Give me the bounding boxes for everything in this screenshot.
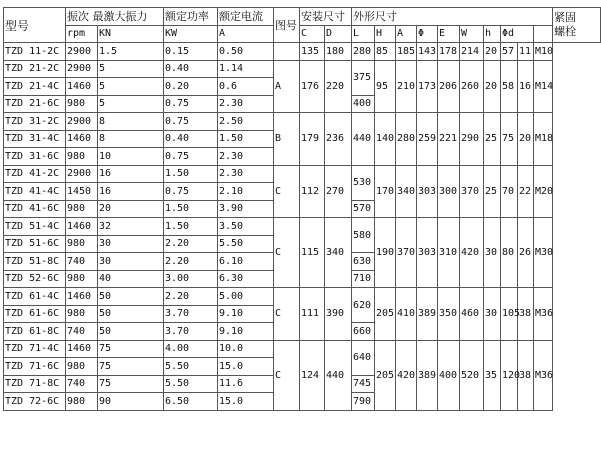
header-speed: 振次 bbox=[67, 10, 89, 24]
cell-model: TZD 41-4C bbox=[4, 183, 66, 201]
cell-diagram: C bbox=[274, 165, 300, 218]
header-fasten-line2: 螺栓 bbox=[554, 25, 577, 38]
cell-phid: 120 bbox=[501, 340, 518, 410]
cell-current: 3.90 bbox=[218, 200, 274, 218]
cell-e: 206 bbox=[438, 60, 460, 113]
cell-diagram: A bbox=[274, 60, 300, 113]
unit-c: C bbox=[300, 25, 325, 43]
cell-h: 205 bbox=[375, 288, 396, 341]
cell-d: 220 bbox=[325, 60, 352, 113]
cell-force: 40 bbox=[98, 270, 164, 288]
cell-force: 75 bbox=[98, 358, 164, 376]
unit-w: W bbox=[460, 25, 484, 43]
cell-speed: 980 bbox=[66, 200, 98, 218]
cell-c: 111 bbox=[300, 288, 325, 341]
cell-power: 3.70 bbox=[164, 323, 218, 341]
cell-force: 5 bbox=[98, 60, 164, 78]
cell-current: 2.30 bbox=[218, 148, 274, 166]
table-row bbox=[4, 60, 601, 78]
cell-current: 2.50 bbox=[218, 113, 274, 131]
unit-speed: rpm bbox=[66, 25, 98, 43]
cell-power: 0.75 bbox=[164, 148, 218, 166]
cell-speed: 980 bbox=[66, 270, 98, 288]
cell-w: 420 bbox=[460, 218, 484, 288]
cell-model: TZD 61-6C bbox=[4, 305, 66, 323]
cell-model: TZD 61-8C bbox=[4, 323, 66, 341]
cell-phi: 389 bbox=[417, 340, 438, 410]
cell-bolt_d: 11 bbox=[518, 43, 534, 61]
cell-phid: 75 bbox=[501, 113, 518, 166]
cell-model: TZD 51-6C bbox=[4, 235, 66, 253]
cell-power: 0.75 bbox=[164, 183, 218, 201]
unit-current: A bbox=[218, 25, 274, 43]
cell-bolt: M30 bbox=[534, 218, 553, 288]
cell-force: 32 bbox=[98, 218, 164, 236]
cell-current: 9.10 bbox=[218, 305, 274, 323]
cell-a: 280 bbox=[396, 113, 417, 166]
cell-hh: 30 bbox=[484, 288, 501, 341]
cell-bolt_d: 22 bbox=[518, 165, 534, 218]
header-fasten bbox=[553, 8, 601, 43]
unit-force: KN bbox=[98, 25, 164, 43]
cell-current: 1.14 bbox=[218, 60, 274, 78]
cell-model: TZD 51-4C bbox=[4, 218, 66, 236]
cell-speed: 2900 bbox=[66, 60, 98, 78]
header-fasten-line1: 紧固 bbox=[554, 11, 577, 24]
header-row bbox=[4, 8, 601, 26]
cell-hh: 25 bbox=[484, 113, 501, 166]
cell-c: 115 bbox=[300, 218, 325, 288]
cell-w: 370 bbox=[460, 165, 484, 218]
cell-h: 85 bbox=[375, 43, 396, 61]
cell-power: 3.00 bbox=[164, 270, 218, 288]
cell-speed: 740 bbox=[66, 253, 98, 271]
cell-force: 5 bbox=[98, 78, 164, 96]
cell-h: 205 bbox=[375, 340, 396, 410]
cell-l: 745 bbox=[352, 375, 375, 393]
header-speed-force bbox=[66, 8, 164, 26]
cell-diagram bbox=[274, 43, 300, 61]
cell-bolt_d: 20 bbox=[518, 113, 534, 166]
cell-phi: 259 bbox=[417, 113, 438, 166]
cell-model: TZD 52-6C bbox=[4, 270, 66, 288]
table-row bbox=[4, 43, 601, 61]
cell-bolt: M18 bbox=[534, 113, 553, 166]
cell-diagram: C bbox=[274, 288, 300, 341]
cell-current: 6.30 bbox=[218, 270, 274, 288]
cell-force: 90 bbox=[98, 393, 164, 411]
cell-phid: 58 bbox=[501, 60, 518, 113]
cell-bolt: M14 bbox=[534, 60, 553, 113]
cell-w: 290 bbox=[460, 113, 484, 166]
cell-model: TZD 21-4C bbox=[4, 78, 66, 96]
spec-table-body bbox=[4, 8, 601, 411]
cell-hh: 30 bbox=[484, 218, 501, 288]
cell-model: TZD 21-2C bbox=[4, 60, 66, 78]
cell-l: 280 bbox=[352, 43, 375, 61]
cell-h: 140 bbox=[375, 113, 396, 166]
cell-bolt_d: 38 bbox=[518, 340, 534, 410]
cell-speed: 980 bbox=[66, 305, 98, 323]
cell-power: 1.50 bbox=[164, 218, 218, 236]
cell-power: 0.20 bbox=[164, 78, 218, 96]
cell-a: 370 bbox=[396, 218, 417, 288]
cell-e: 221 bbox=[438, 113, 460, 166]
unit-d: D bbox=[325, 25, 352, 43]
unit-e: E bbox=[438, 25, 460, 43]
cell-force: 50 bbox=[98, 288, 164, 306]
header-model: 型号 bbox=[4, 8, 66, 43]
cell-speed: 980 bbox=[66, 148, 98, 166]
cell-phid: 80 bbox=[501, 218, 518, 288]
cell-current: 15.0 bbox=[218, 358, 274, 376]
cell-model: TZD 31-6C bbox=[4, 148, 66, 166]
cell-speed: 740 bbox=[66, 323, 98, 341]
cell-c: 124 bbox=[300, 340, 325, 410]
cell-h: 170 bbox=[375, 165, 396, 218]
cell-e: 178 bbox=[438, 43, 460, 61]
cell-hh: 20 bbox=[484, 43, 501, 61]
cell-phid: 57 bbox=[501, 43, 518, 61]
cell-current: 10.0 bbox=[218, 340, 274, 358]
table-row bbox=[4, 113, 601, 131]
unit-phi: Φ bbox=[417, 25, 438, 43]
cell-phi: 389 bbox=[417, 288, 438, 341]
cell-current: 2.10 bbox=[218, 183, 274, 201]
cell-speed: 2900 bbox=[66, 165, 98, 183]
cell-current: 5.50 bbox=[218, 235, 274, 253]
cell-current: 2.30 bbox=[218, 95, 274, 113]
cell-speed: 2900 bbox=[66, 113, 98, 131]
cell-a: 340 bbox=[396, 165, 417, 218]
cell-l: 530 bbox=[352, 165, 375, 200]
cell-speed: 2900 bbox=[66, 43, 98, 61]
cell-speed: 1460 bbox=[66, 288, 98, 306]
header-power: 额定功率 bbox=[164, 8, 218, 26]
cell-power: 0.75 bbox=[164, 95, 218, 113]
cell-phi: 173 bbox=[417, 60, 438, 113]
cell-power: 2.20 bbox=[164, 235, 218, 253]
cell-force: 5 bbox=[98, 95, 164, 113]
header-force: 最激大振力 bbox=[92, 10, 148, 24]
cell-phid: 105 bbox=[501, 288, 518, 341]
cell-model: TZD 41-6C bbox=[4, 200, 66, 218]
cell-speed: 980 bbox=[66, 358, 98, 376]
cell-speed: 980 bbox=[66, 95, 98, 113]
cell-speed: 1460 bbox=[66, 78, 98, 96]
header-install: 安装尺寸 bbox=[300, 8, 352, 26]
cell-model: TZD 61-4C bbox=[4, 288, 66, 306]
cell-phi: 303 bbox=[417, 218, 438, 288]
cell-phid: 70 bbox=[501, 165, 518, 218]
spec-table bbox=[3, 7, 601, 411]
cell-current: 11.6 bbox=[218, 375, 274, 393]
cell-d: 270 bbox=[325, 165, 352, 218]
cell-force: 50 bbox=[98, 323, 164, 341]
cell-l: 570 bbox=[352, 200, 375, 218]
cell-power: 6.50 bbox=[164, 393, 218, 411]
cell-current: 1.50 bbox=[218, 130, 274, 148]
cell-model: TZD 31-4C bbox=[4, 130, 66, 148]
cell-l: 790 bbox=[352, 393, 375, 411]
cell-power: 1.50 bbox=[164, 165, 218, 183]
cell-force: 8 bbox=[98, 113, 164, 131]
cell-power: 1.50 bbox=[164, 200, 218, 218]
cell-force: 75 bbox=[98, 375, 164, 393]
cell-l: 640 bbox=[352, 340, 375, 375]
cell-force: 16 bbox=[98, 183, 164, 201]
cell-hh: 20 bbox=[484, 60, 501, 113]
cell-speed: 980 bbox=[66, 393, 98, 411]
cell-current: 6.10 bbox=[218, 253, 274, 271]
cell-d: 390 bbox=[325, 288, 352, 341]
cell-speed: 980 bbox=[66, 235, 98, 253]
header-current: 额定电流 bbox=[218, 8, 274, 26]
cell-l: 580 bbox=[352, 218, 375, 253]
cell-power: 0.40 bbox=[164, 60, 218, 78]
unit-l: L bbox=[352, 25, 375, 43]
cell-power: 4.00 bbox=[164, 340, 218, 358]
cell-speed: 1460 bbox=[66, 130, 98, 148]
cell-power: 5.50 bbox=[164, 375, 218, 393]
cell-c: 179 bbox=[300, 113, 325, 166]
unit-row bbox=[4, 25, 601, 43]
table-row bbox=[4, 218, 601, 236]
cell-speed: 1460 bbox=[66, 218, 98, 236]
cell-speed: 1450 bbox=[66, 183, 98, 201]
cell-e: 300 bbox=[438, 165, 460, 218]
cell-w: 520 bbox=[460, 340, 484, 410]
cell-l: 710 bbox=[352, 270, 375, 288]
cell-model: TZD 41-2C bbox=[4, 165, 66, 183]
cell-bolt: M36 bbox=[534, 288, 553, 341]
cell-a: 210 bbox=[396, 60, 417, 113]
cell-force: 8 bbox=[98, 130, 164, 148]
cell-l: 620 bbox=[352, 288, 375, 323]
cell-force: 30 bbox=[98, 235, 164, 253]
cell-current: 0.6 bbox=[218, 78, 274, 96]
header-diagram: 图号 bbox=[274, 8, 300, 43]
cell-current: 0.50 bbox=[218, 43, 274, 61]
cell-bolt_d: 26 bbox=[518, 218, 534, 288]
cell-model: TZD 71-4C bbox=[4, 340, 66, 358]
cell-current: 9.10 bbox=[218, 323, 274, 341]
unit-phid: Φd bbox=[501, 25, 534, 43]
cell-current: 5.00 bbox=[218, 288, 274, 306]
cell-model: TZD 71-8C bbox=[4, 375, 66, 393]
cell-power: 3.70 bbox=[164, 305, 218, 323]
cell-force: 75 bbox=[98, 340, 164, 358]
table-row bbox=[4, 288, 601, 306]
cell-bolt: M10 bbox=[534, 43, 553, 61]
cell-a: 420 bbox=[396, 340, 417, 410]
cell-a: 410 bbox=[396, 288, 417, 341]
cell-hh: 35 bbox=[484, 340, 501, 410]
cell-e: 310 bbox=[438, 218, 460, 288]
cell-h: 190 bbox=[375, 218, 396, 288]
cell-h: 95 bbox=[375, 60, 396, 113]
cell-model: TZD 71-6C bbox=[4, 358, 66, 376]
table-row bbox=[4, 165, 601, 183]
cell-phi: 303 bbox=[417, 165, 438, 218]
cell-model: TZD 31-2C bbox=[4, 113, 66, 131]
cell-model: TZD 11-2C bbox=[4, 43, 66, 61]
cell-hh: 25 bbox=[484, 165, 501, 218]
cell-power: 0.40 bbox=[164, 130, 218, 148]
cell-power: 2.20 bbox=[164, 288, 218, 306]
table-row bbox=[4, 340, 601, 358]
cell-l: 440 bbox=[352, 113, 375, 166]
cell-l: 400 bbox=[352, 95, 375, 113]
cell-diagram: C bbox=[274, 218, 300, 288]
cell-w: 214 bbox=[460, 43, 484, 61]
cell-d: 440 bbox=[325, 340, 352, 410]
cell-phi: 143 bbox=[417, 43, 438, 61]
cell-model: TZD 51-8C bbox=[4, 253, 66, 271]
cell-power: 2.20 bbox=[164, 253, 218, 271]
cell-power: 0.75 bbox=[164, 113, 218, 131]
cell-l: 375 bbox=[352, 60, 375, 95]
cell-a: 185 bbox=[396, 43, 417, 61]
cell-diagram: C bbox=[274, 340, 300, 410]
cell-current: 15.0 bbox=[218, 393, 274, 411]
unit-h2: h bbox=[484, 25, 501, 43]
cell-force: 20 bbox=[98, 200, 164, 218]
cell-e: 400 bbox=[438, 340, 460, 410]
cell-speed: 740 bbox=[66, 375, 98, 393]
cell-w: 260 bbox=[460, 60, 484, 113]
cell-model: TZD 21-6C bbox=[4, 95, 66, 113]
cell-e: 350 bbox=[438, 288, 460, 341]
cell-power: 0.15 bbox=[164, 43, 218, 61]
cell-d: 236 bbox=[325, 113, 352, 166]
cell-l: 660 bbox=[352, 323, 375, 341]
cell-bolt: M36 bbox=[534, 340, 553, 410]
cell-bolt_d: 16 bbox=[518, 60, 534, 113]
cell-current: 2.30 bbox=[218, 165, 274, 183]
cell-l: 630 bbox=[352, 253, 375, 271]
cell-bolt_d: 38 bbox=[518, 288, 534, 341]
unit-power: KW bbox=[164, 25, 218, 43]
cell-c: 135 bbox=[300, 43, 325, 61]
cell-c: 176 bbox=[300, 60, 325, 113]
cell-diagram: B bbox=[274, 113, 300, 166]
cell-force: 30 bbox=[98, 253, 164, 271]
cell-bolt: M20 bbox=[534, 165, 553, 218]
cell-power: 5.50 bbox=[164, 358, 218, 376]
cell-d: 340 bbox=[325, 218, 352, 288]
unit-a: A bbox=[396, 25, 417, 43]
cell-force: 1.5 bbox=[98, 43, 164, 61]
cell-w: 460 bbox=[460, 288, 484, 341]
cell-force: 10 bbox=[98, 148, 164, 166]
cell-force: 16 bbox=[98, 165, 164, 183]
header-outline: 外形尺寸 bbox=[352, 8, 553, 26]
cell-model: TZD 72-6C bbox=[4, 393, 66, 411]
cell-d: 180 bbox=[325, 43, 352, 61]
cell-force: 50 bbox=[98, 305, 164, 323]
cell-current: 3.50 bbox=[218, 218, 274, 236]
cell-c: 112 bbox=[300, 165, 325, 218]
unit-h: H bbox=[375, 25, 396, 43]
cell-speed: 1460 bbox=[66, 340, 98, 358]
